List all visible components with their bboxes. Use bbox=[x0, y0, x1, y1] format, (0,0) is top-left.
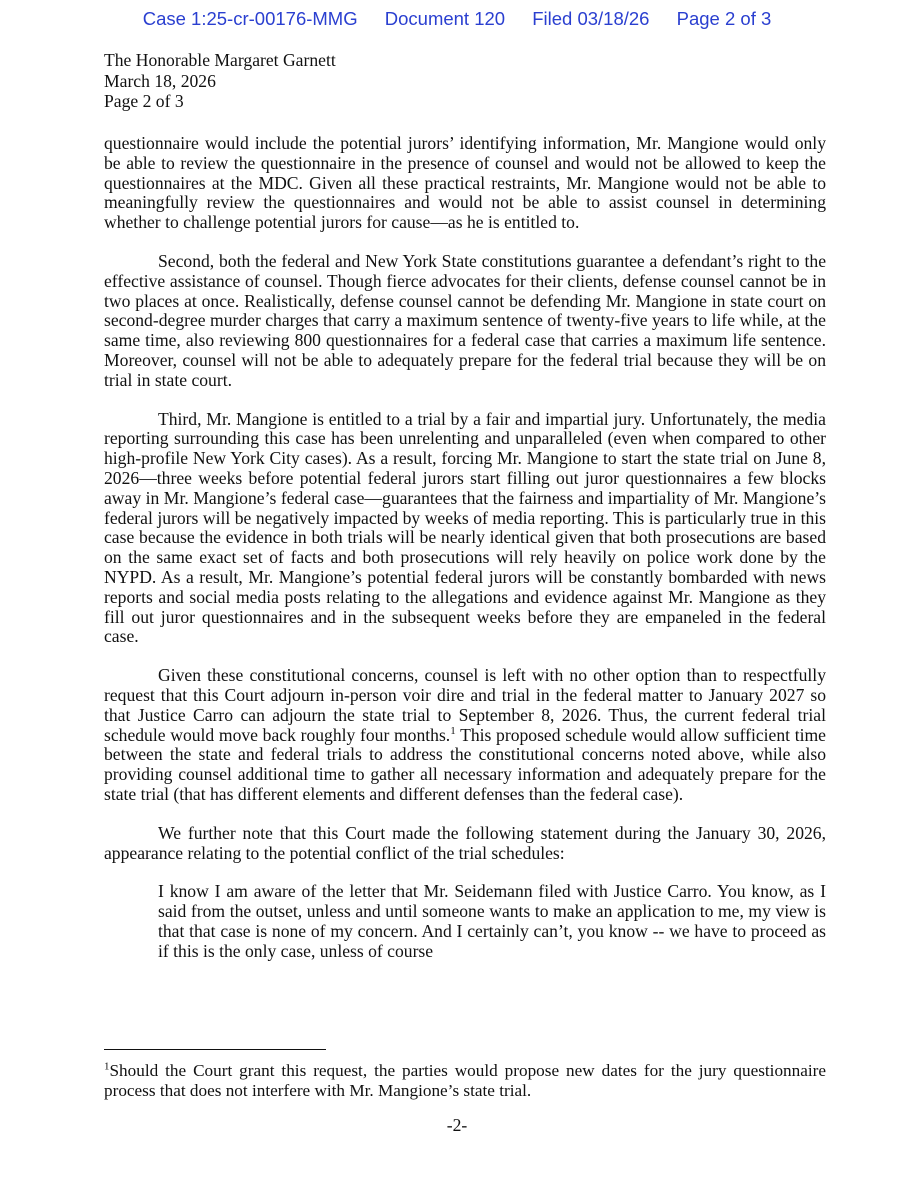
paragraph-third: Third, Mr. Mangione is entitled to a trial by a fair and impartial jury. Unfortunately, the media reporting surrounding this case has been unrelenting and unparalleled (even when compared to other high-profile New York City cases). As a result, forcing Mr. Mangione to start the state trial on June 8, 2026—three weeks before potential federal jurors start filling out juror questionnaires a few blocks away in Mr. Mangione’s federal case—guarantees that the fairness and impartiality of Mr. Mangione’s federal jurors will be negatively impacted by weeks of media reporting. This is particularly true in this case because the evidence in both trials will be nearly identical given that both prosecutions are based on the same exact set of facts and both prosecutions will rely heavily on police work done by the NYPD. As a result, Mr. Mangione’s potential federal jurors will be constantly bombarded with news reports and social media posts relating to the allegations and evidence against Mr. Mangione as they fill out juror questionnaires and in the subsequent weeks before they are empaneled in the federal case. bbox=[104, 408, 826, 647]
footnote-reference: 1 bbox=[450, 724, 456, 737]
ecf-filed-date: Filed 03/18/26 bbox=[532, 8, 650, 29]
footnote-mark: 1 bbox=[104, 1060, 110, 1073]
ecf-page-count: Page 2 of 3 bbox=[676, 8, 772, 29]
ecf-header bbox=[0, 8, 914, 30]
letter-body bbox=[104, 134, 826, 961]
letter-head bbox=[104, 50, 336, 112]
paragraph-further-note: We further note that this Court made the following statement during the January 30, 2026, appearance relating to the potential conflict of the trial schedules: bbox=[104, 822, 826, 863]
page-number: -2- bbox=[446, 1115, 468, 1135]
footnote-text: Should the Court grant this request, the parties would propose new dates for the jury questionnaire process that does not interfere with Mr. Mangione’s state trial. bbox=[104, 1061, 826, 1100]
paragraph-given-text-a: Given these constitutional concerns, counsel is left with no other option than to respectfully request that this Court adjourn in-person voir dire and trial in the federal matter to January 2027 so that Justice Carro can adjourn the state trial to September 8, 2026. Thus, the current federal trial schedule would move back roughly four months. bbox=[104, 665, 826, 745]
ecf-case-number: Case 1:25-cr-00176-MMG bbox=[142, 8, 358, 29]
paragraph-continuation: questionnaire would include the potential jurors’ identifying information, Mr. Mangione would only be able to review the questionnaire in the presence of counsel and would not be allowed to keep the questionnaires at the MDC. Given all these practical restraints, Mr. Mangione would not be able to meaningfully review the questionnaires and would not be able to assist counsel in determining whether to challenge potential jurors for cause—as he is entitled to. bbox=[104, 133, 826, 233]
paragraph-given bbox=[104, 666, 826, 805]
ecf-document-number: Document 120 bbox=[384, 8, 506, 29]
letter-date: March 18, 2026 bbox=[104, 70, 216, 91]
paragraph-given-text-b: This proposed schedule would allow sufficient time between the state and federal trials to address the constitutional concerns noted above, while also providing counsel additional time to gather all necessary information and adequately prepare for the state trial (that has different elements and different defenses than the federal case). bbox=[104, 724, 826, 804]
paragraph-second: Second, both the federal and New York State constitutions guarantee a defendant’s right to the effective assistance of counsel. Though fierce advocates for their clients, defense counsel cannot be in two places at once. Realistically, defense counsel cannot be defending Mr. Mangione in state court on second-degree murder charges that carry a maximum sentence of twenty-five years to life while, at the same time, also reviewing 800 questionnaires for a federal case that carries a maximum life sentence. Moreover, counsel will not be able to adequately prepare for the federal trial because they will be on trial in state court. bbox=[104, 250, 826, 390]
addressee: The Honorable Margaret Garnett bbox=[104, 50, 336, 70]
letter-page-label: Page 2 of 3 bbox=[104, 91, 184, 111]
block-quote: I know I am aware of the letter that Mr. Seidemann filed with Justice Carro. You know, as I said from the outset, unless and until someone wants to make an application to me, my view is that that case is none of my concern. And I certainly can’t, you know -- we have to proceed as if this is the only case, unless of course bbox=[158, 881, 826, 961]
footnote bbox=[104, 1061, 826, 1101]
footnote-divider bbox=[104, 1049, 326, 1050]
